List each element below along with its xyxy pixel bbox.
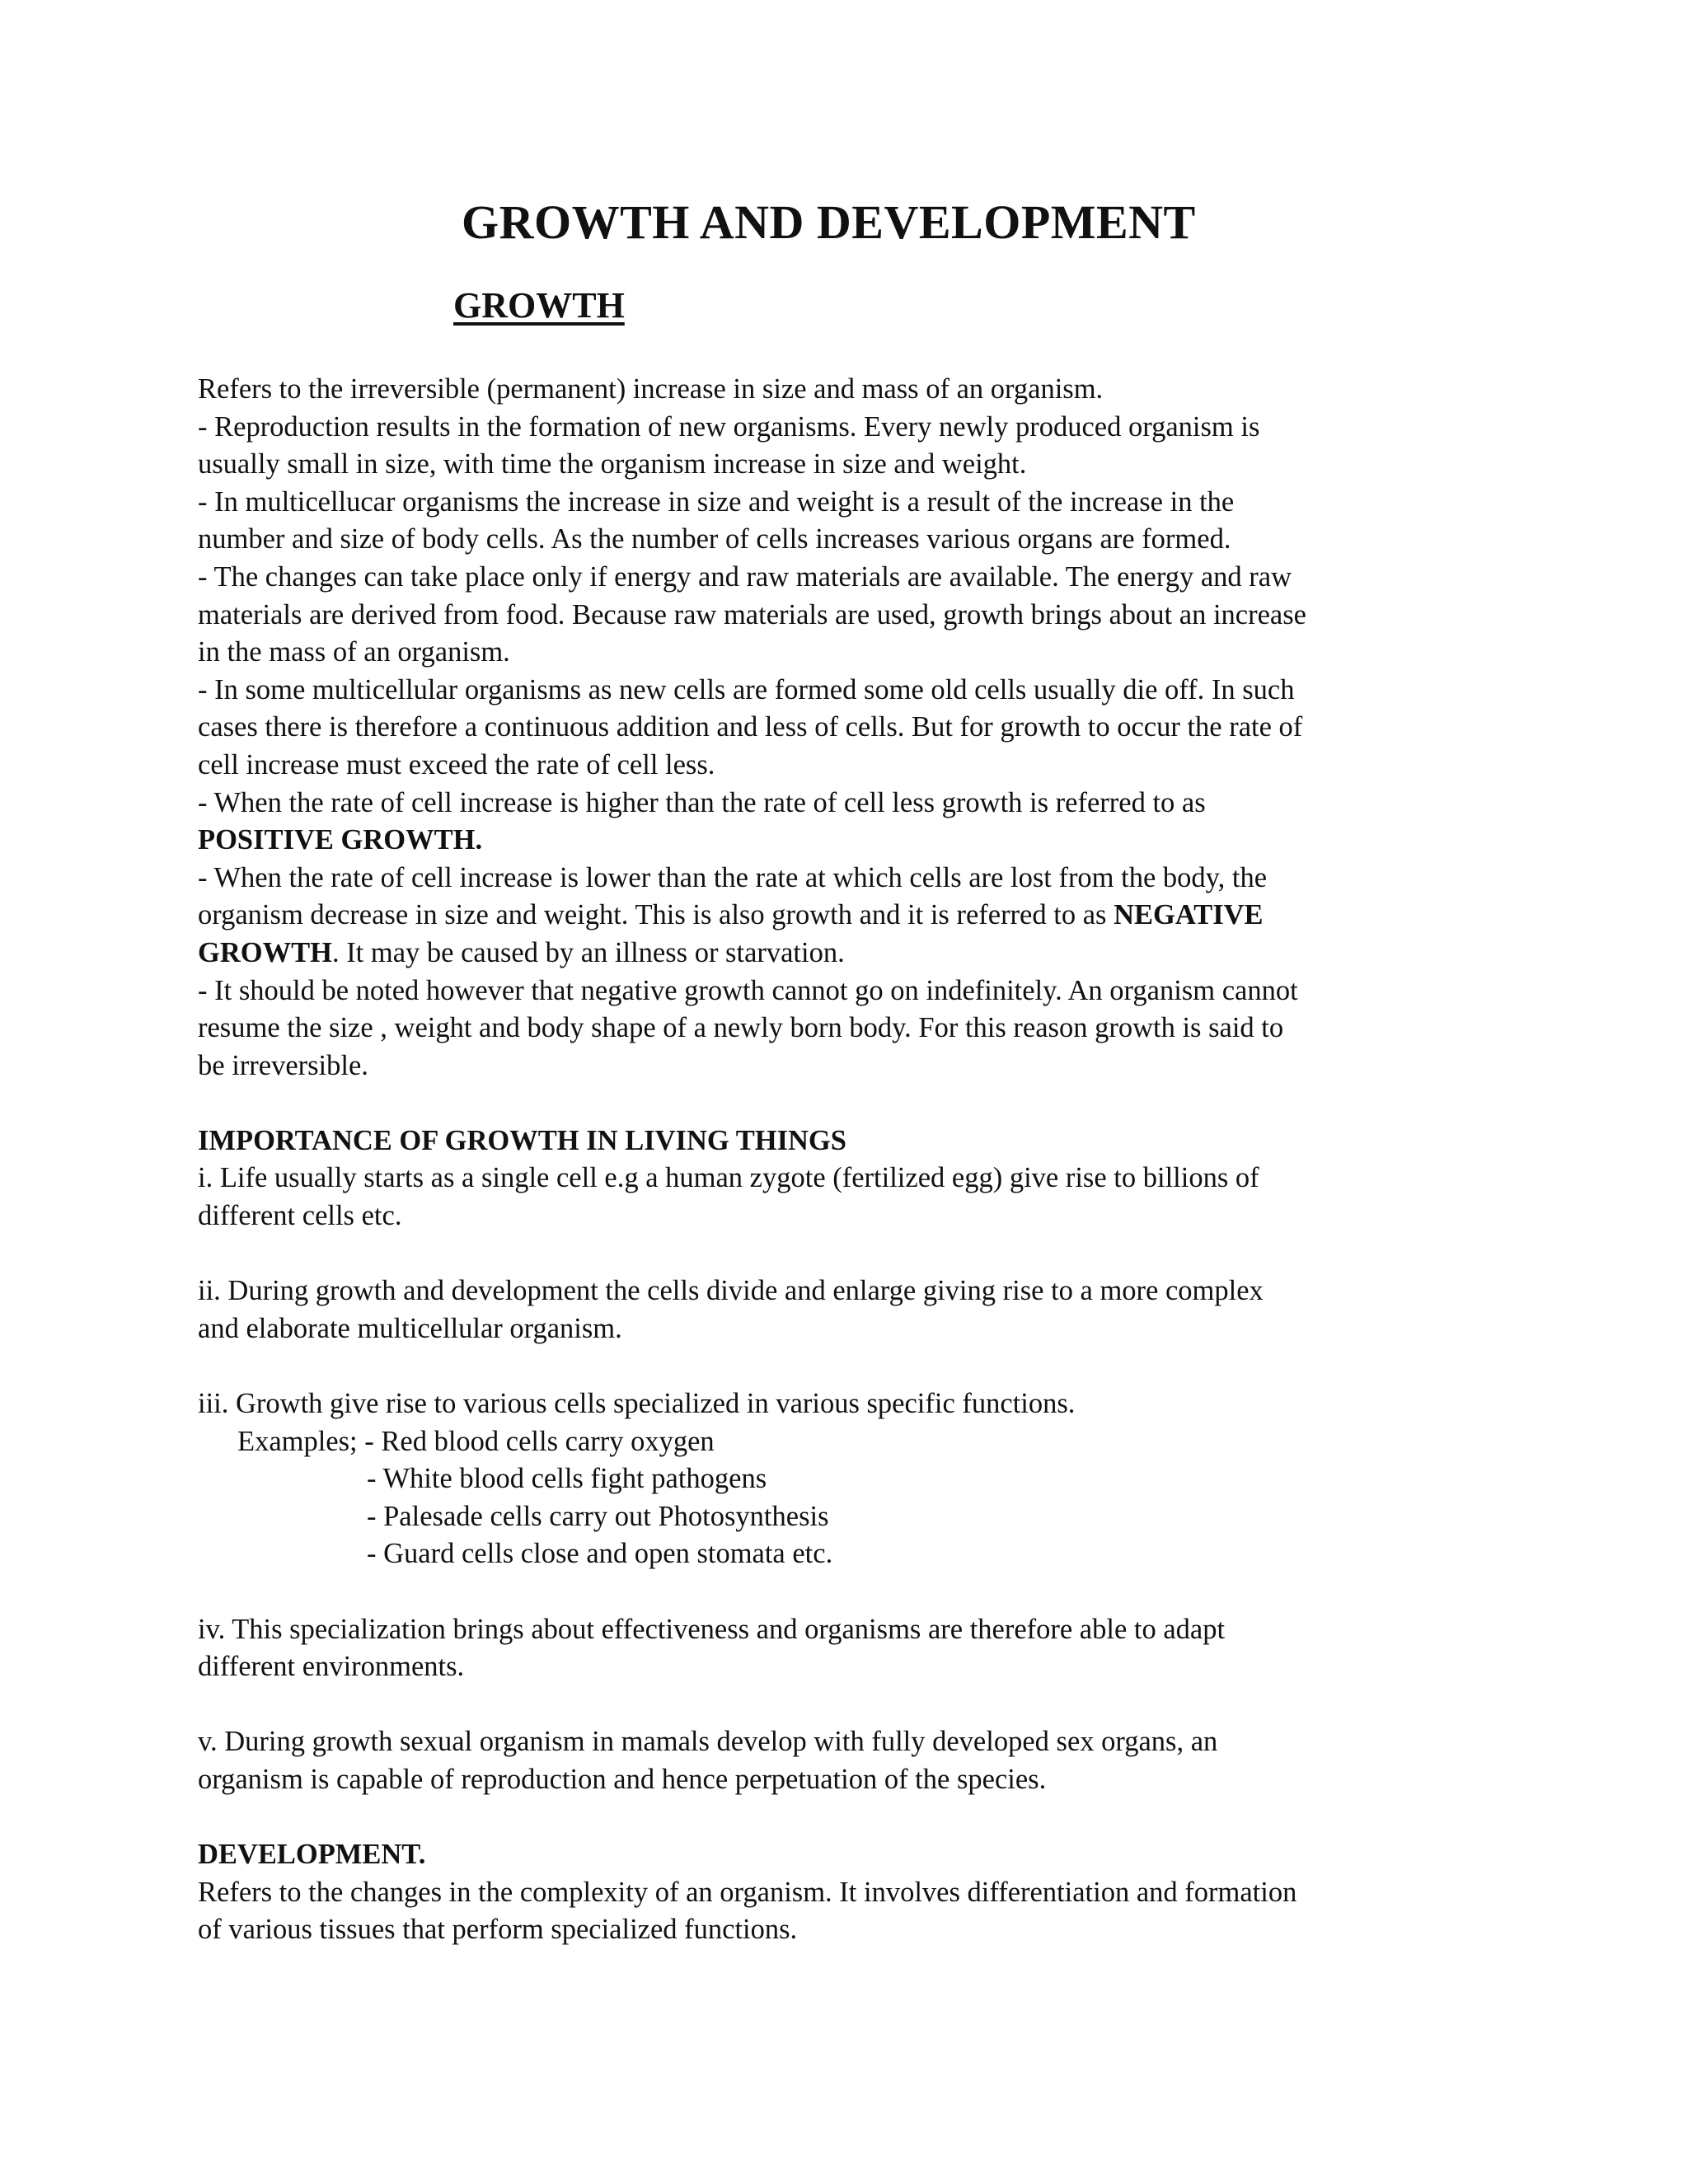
text-line bbox=[198, 897, 1517, 935]
example-item: - White blood cells fight pathogens bbox=[367, 1463, 767, 1495]
text-line: Refers to the irreversible (permanent) increase in size and mass of an organism. bbox=[198, 373, 1104, 405]
development-section bbox=[198, 1836, 1517, 1949]
text-line: number and size of body cells. As the number of cells increases various organs are formed. bbox=[198, 523, 1231, 555]
list-item-iii: iii. Growth give rise to various cells specialized in various specific functions. bbox=[198, 1388, 1076, 1420]
negative-term: NEGATIVE bbox=[1114, 899, 1264, 931]
list-item-iv: iv. This specialization brings about effectiveness and organisms are therefore able to adapt bbox=[198, 1613, 1226, 1645]
example-item: - Guard cells close and open stomata etc. bbox=[367, 1538, 833, 1570]
growth-section bbox=[198, 371, 1517, 1085]
list-item-ii: ii. During growth and development the cells divide and enlarge giving rise to a more complex bbox=[198, 1275, 1264, 1307]
text-line: in the mass of an organism. bbox=[198, 636, 510, 668]
spacer bbox=[198, 1573, 1517, 1611]
text-line: be irreversible. bbox=[198, 1049, 368, 1081]
text-line: cell increase must exceed the rate of cell less. bbox=[198, 748, 715, 780]
development-heading: DEVELOPMENT. bbox=[198, 1839, 426, 1871]
text-span: . It may be caused by an illness or starvation. bbox=[331, 936, 845, 968]
text-line: of various tissues that perform specialized functions. bbox=[198, 1914, 798, 1946]
example-item: - Palesade cells carry out Photosynthesis bbox=[367, 1500, 829, 1532]
list-item-v-cont: organism is capable of reproduction and hence perpetuation of the species. bbox=[198, 1763, 1047, 1795]
text-line: - In multicellucar organisms the increase in size and weight is a result of the increase in the bbox=[198, 485, 1235, 518]
examples-line: Examples; - Red blood cells carry oxygen bbox=[237, 1425, 715, 1457]
list-item-i: i. Life usually starts as a single cell e.g a human zygote (fertilized egg) give rise to billions of bbox=[198, 1162, 1259, 1194]
text-line: - In some multicellular organisms as new cells are formed some old cells usually die off. In such bbox=[198, 673, 1295, 705]
page-title: GROWTH AND DEVELOPMENT bbox=[462, 195, 1196, 249]
text-line: - It should be noted however that negative growth cannot go on indefinitely. An organism cannot bbox=[198, 974, 1298, 1006]
text-line: resume the size , weight and body shape of a newly born body. For this reason growth is said to bbox=[198, 1012, 1284, 1044]
text-line: usually small in size, with time the organism increase in size and weight. bbox=[198, 448, 1027, 480]
spacer bbox=[198, 1799, 1517, 1837]
text-line: - Reproduction results in the formation of new organisms. Every newly produced organism is bbox=[198, 410, 1260, 443]
importance-section bbox=[198, 1122, 1517, 1799]
text-line: materials are derived from food. Because raw materials are used, growth brings about an increase bbox=[198, 598, 1306, 630]
text-line: - When the rate of cell increase is lower than the rate at which cells are lost from the body, the bbox=[198, 861, 1268, 893]
text-span: organism decrease in size and weight. This is also growth and it is referred to as bbox=[198, 899, 1114, 931]
positive-growth-term: POSITIVE GROWTH. bbox=[198, 824, 483, 856]
growth-term: GROWTH bbox=[198, 936, 332, 968]
text-line: - The changes can take place only if energy and raw materials are available. The energy and raw bbox=[198, 560, 1292, 593]
importance-heading: IMPORTANCE OF GROWTH IN LIVING THINGS bbox=[198, 1124, 846, 1156]
text-line: Refers to the changes in the complexity of an organism. It involves differentiation and formation bbox=[198, 1876, 1297, 1908]
spacer bbox=[198, 1235, 1517, 1273]
list-item-ii-cont: and elaborate multicellular organism. bbox=[198, 1312, 622, 1344]
document-body bbox=[198, 371, 1517, 1949]
spacer bbox=[198, 1347, 1517, 1385]
list-item-v: v. During growth sexual organism in mamals develop with fully developed sex organs, an bbox=[198, 1726, 1218, 1758]
spacer bbox=[198, 1686, 1517, 1724]
spacer bbox=[198, 1085, 1517, 1122]
text-line: cases there is therefore a continuous addition and less of cells. But for growth to occur the rate of bbox=[198, 711, 1303, 743]
growth-heading: GROWTH bbox=[453, 285, 625, 326]
text-line: - When the rate of cell increase is higher than the rate of cell less growth is referred to as bbox=[198, 786, 1206, 818]
list-item-i-cont: different cells etc. bbox=[198, 1200, 402, 1232]
text-line bbox=[198, 935, 1517, 972]
list-item-iv-cont: different environments. bbox=[198, 1651, 465, 1683]
